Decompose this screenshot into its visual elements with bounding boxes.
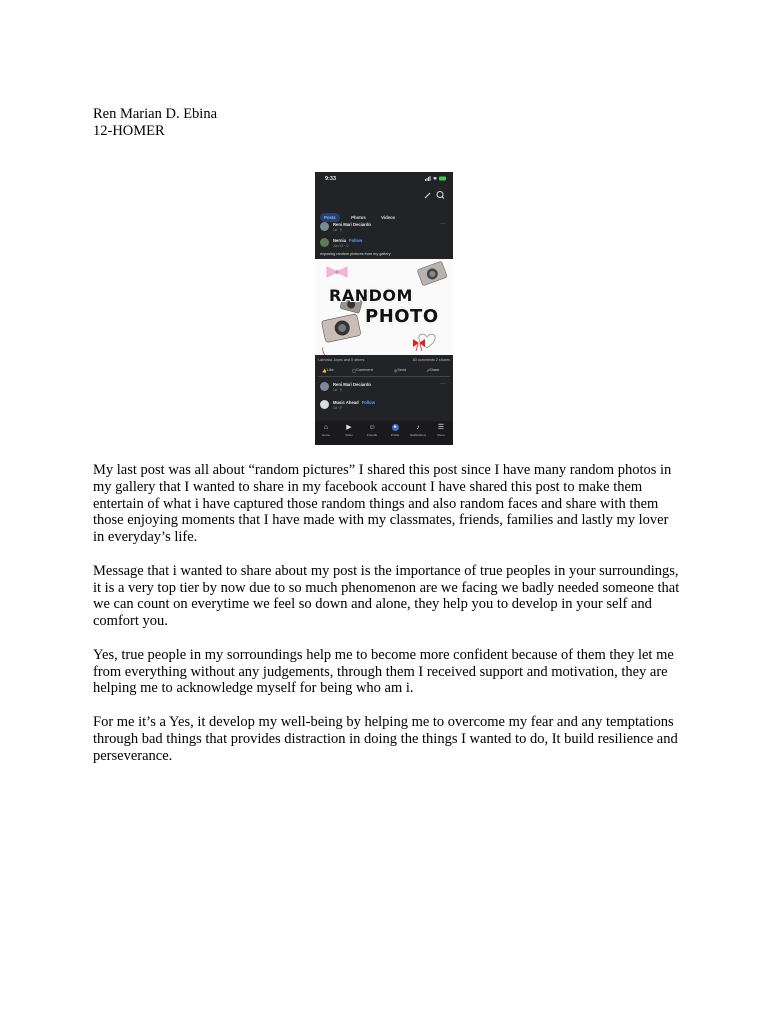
paragraph: Yes, true people in my sorroundings help me to become more confident because of them they let me from everything without any judgements, through them I received support and motivation, they are helping me to acknowledge myself for being who am i. bbox=[93, 646, 674, 697]
pencil-icon bbox=[425, 193, 430, 198]
class-section: 12-HOMER bbox=[93, 122, 165, 139]
status-time: 9:33 bbox=[325, 176, 337, 182]
tab-videos: Videos bbox=[381, 215, 396, 220]
nav-profile: ● Profile bbox=[390, 424, 400, 437]
post-meta: Jun 13 · ⚲ bbox=[333, 244, 349, 248]
tab-photos: Photos bbox=[351, 215, 366, 220]
photo-title-random: RANDOM bbox=[329, 286, 413, 305]
avatar bbox=[320, 222, 329, 231]
paragraph: Message that i wanted to share about my post is the importance of true peoples in your surroundings, it is a very top tier by now due to so much phenomenon are we facing we badly needed someone that we can count on everytime we feel so down and alone, they help you to develop in your self and comfort you. bbox=[93, 562, 680, 630]
poster-name: Music Ahead Follow bbox=[333, 400, 375, 405]
nav-video: ▶ Video bbox=[345, 424, 353, 437]
essay-body bbox=[93, 462, 683, 781]
like-button: 👍 Like bbox=[322, 368, 334, 373]
bell-icon: ♪ bbox=[416, 424, 420, 431]
post-header bbox=[320, 221, 448, 235]
camera-icon bbox=[317, 314, 364, 355]
menu-icon: ☰ bbox=[437, 424, 445, 431]
comment-button: ◯ Comment bbox=[352, 368, 373, 373]
ribbon-icon bbox=[413, 339, 425, 351]
nav-menu: ☰ Menu bbox=[437, 424, 445, 437]
camera-icon bbox=[417, 261, 447, 286]
poster-name: Reni Mari Deciardo bbox=[333, 382, 371, 387]
post-photo bbox=[315, 259, 453, 355]
comment-share-count: 83 comments 2 shares bbox=[412, 358, 450, 362]
post-stats bbox=[318, 358, 450, 362]
more-icon: ··· bbox=[440, 221, 446, 227]
phone-status-bar bbox=[315, 172, 453, 186]
video-icon: ▶ bbox=[346, 424, 352, 431]
reaction-count: Larnosia Joyes and 5 others bbox=[318, 358, 365, 362]
post-meta: 1d · ⚲ bbox=[333, 406, 343, 410]
post-caption: exposing random pictures from my gallery bbox=[320, 252, 391, 256]
nav-home: ⌂ Home bbox=[321, 424, 330, 437]
more-icon: ··· bbox=[440, 381, 446, 387]
post-meta: 1d · ⚲ bbox=[333, 388, 343, 392]
photo-title-photo: PHOTO bbox=[365, 306, 439, 327]
home-icon: ⌂ bbox=[323, 424, 329, 431]
tab-posts: Posts bbox=[320, 213, 340, 222]
edit-search-icons bbox=[421, 190, 447, 200]
avatar bbox=[320, 238, 329, 247]
avatar bbox=[320, 400, 329, 409]
nav-notifications: ♪ Notifications bbox=[409, 424, 427, 437]
paragraph: My last post was all about “random pictures” I shared this post since I have many random photos in my gallery that I wanted to share in my facebook account I have shared this post to make them entertain of what i have captured those random things and also random faces and share with them those enjoying moments that I have made with my classmates, friends, families and lastly my lover in everyday’s life. bbox=[93, 462, 672, 546]
poster-name: Nernia Follow bbox=[333, 238, 363, 243]
profile-icon: ● bbox=[393, 424, 397, 430]
paragraph: For me it’s a Yes, it develop my well-being by helping me to overcome my fear and any temptations through bad things that provides distraction in doing the things I wanted to do, It build resilience and perseverance. bbox=[93, 713, 678, 764]
post-header bbox=[320, 381, 448, 395]
shared-post-header bbox=[320, 399, 448, 413]
post-meta: 1d · ⚲ bbox=[333, 228, 343, 232]
poster-name: Reni Mari Deciardo bbox=[333, 222, 371, 227]
bottom-nav-bar bbox=[315, 421, 453, 445]
profile-tabs bbox=[320, 206, 402, 220]
nav-friends: ☺ Friends bbox=[366, 424, 377, 437]
facebook-screenshot bbox=[315, 172, 453, 445]
shared-post-header bbox=[320, 237, 448, 251]
bow-icon bbox=[327, 267, 347, 277]
document-header bbox=[93, 106, 217, 139]
search-icon bbox=[437, 192, 444, 199]
friends-icon: ☺ bbox=[368, 424, 376, 431]
author-name: Ren Marian D. Ebina bbox=[93, 106, 218, 122]
send-button: ◎ Send bbox=[394, 368, 407, 373]
post-actions bbox=[318, 368, 450, 377]
signal-battery-icon bbox=[425, 176, 447, 181]
share-button: ↗ Share bbox=[426, 368, 440, 373]
heart-icon bbox=[419, 334, 435, 348]
avatar bbox=[320, 382, 329, 391]
